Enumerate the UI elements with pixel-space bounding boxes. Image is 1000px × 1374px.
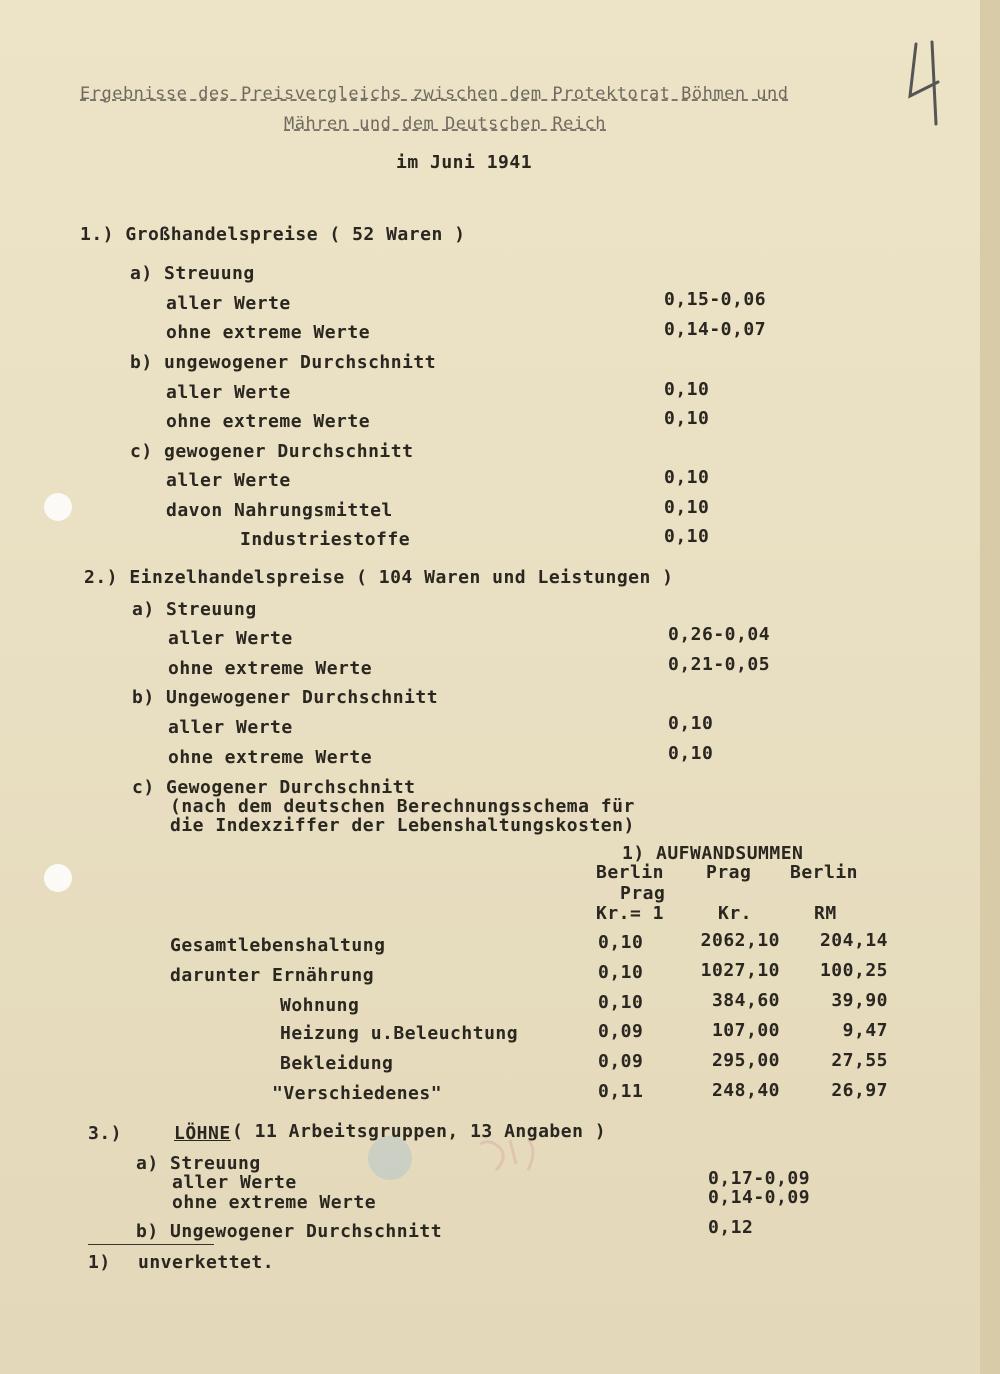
section2-c-note-2: die Indexziffer der Lebenshaltungskosten) xyxy=(170,815,635,836)
section2-b-all-label: aller Werte xyxy=(168,717,293,738)
table-row-berlin: 26,97 xyxy=(831,1080,888,1101)
section2-c-label: c) Gewogener Durchschnitt xyxy=(132,777,416,798)
section2-a-ext-value: 0,21-0,05 xyxy=(668,654,771,675)
table-super-header: 1) AUFWANDSUMMEN xyxy=(622,843,804,864)
table-row-label: Heizung u.Beleuchtung xyxy=(280,1023,519,1044)
section3-a-label: a) Streuung xyxy=(136,1153,261,1174)
footnote-text: unverkettet. xyxy=(138,1252,275,1273)
section2-b-all-value: 0,10 xyxy=(668,713,714,734)
table-row-ratio: 0,10 xyxy=(598,962,644,983)
table-row-ratio: 0,11 xyxy=(598,1081,644,1102)
punch-hole-lower xyxy=(44,864,72,892)
section1-c-all-label: aller Werte xyxy=(166,470,291,491)
section3-a-ext-label: ohne extreme Werte xyxy=(172,1192,377,1213)
section2-b-label: b) Ungewogener Durchschnitt xyxy=(132,687,439,708)
table-row-label: "Verschiedenes" xyxy=(272,1083,443,1104)
title-line-2: Mähren und dem Deutschen Reich xyxy=(284,114,607,134)
table-row-label: Wohnung xyxy=(280,995,360,1016)
table-row-ratio: 0,09 xyxy=(598,1021,644,1042)
table-row-prag: 295,00 xyxy=(711,1050,780,1071)
table-row-ratio: 0,10 xyxy=(598,992,644,1013)
section3-heading-rest: ( 11 Arbeitsgruppen, 13 Angaben ) xyxy=(232,1121,607,1142)
col2-header-line1: Prag xyxy=(706,862,752,883)
table-row-prag: 248,40 xyxy=(711,1080,780,1101)
section2-a-all-label: aller Werte xyxy=(168,628,293,649)
table-row-berlin: 9,47 xyxy=(842,1020,888,1041)
punch-hole-upper xyxy=(44,493,72,521)
section1-heading: 1.) Großhandelspreise ( 52 Waren ) xyxy=(80,224,466,245)
section1-a-ext-value: 0,14-0,07 xyxy=(664,319,767,340)
table-row-ratio: 0,09 xyxy=(598,1051,644,1072)
section1-c-label: c) gewogener Durchschnitt xyxy=(130,441,414,462)
section1-a-all-label: aller Werte xyxy=(166,293,291,314)
col3-header-line3: RM xyxy=(814,903,837,924)
section1-c-ind-label: Industriestoffe xyxy=(240,529,411,550)
table-row-label: darunter Ernährung xyxy=(170,965,375,986)
section1-a-all-value: 0,15-0,06 xyxy=(664,289,767,310)
section1-b-all-label: aller Werte xyxy=(166,382,291,403)
table-row-berlin: 27,55 xyxy=(831,1050,888,1071)
section3-b-label: b) Ungewogener Durchschnitt xyxy=(136,1221,443,1242)
col1-header-line1: Berlin xyxy=(596,862,665,883)
handwritten-page-number xyxy=(906,38,946,128)
date-subtitle: im Juni 1941 xyxy=(396,152,533,173)
table-row-prag: 384,60 xyxy=(711,990,780,1011)
section3-a-ext-value: 0,14-0,09 xyxy=(708,1187,811,1208)
section3-number: 3.) xyxy=(88,1123,123,1144)
col1-header-line2: Prag xyxy=(620,883,666,904)
section2-c-note-1: (nach dem deutschen Berechnungsschema für xyxy=(170,796,635,817)
section3-b-value: 0,12 xyxy=(708,1217,754,1238)
section2-b-ext-label: ohne extreme Werte xyxy=(168,747,373,768)
section1-b-ext-label: ohne extreme Werte xyxy=(166,411,371,432)
col1-header-line3: Kr.= 1 xyxy=(596,903,665,924)
section2-b-ext-value: 0,10 xyxy=(668,743,714,764)
section1-a-ext-label: ohne extreme Werte xyxy=(166,322,371,343)
table-row-ratio: 0,10 xyxy=(598,932,644,953)
table-row-berlin: 204,14 xyxy=(819,930,888,951)
section1-b-ext-value: 0,10 xyxy=(664,408,710,429)
section1-c-ind-value: 0,10 xyxy=(664,526,710,547)
section3-heading-underlined: LÖHNE xyxy=(174,1123,231,1144)
archive-stamp xyxy=(360,1130,560,1200)
section3-a-all-value: 0,17-0,09 xyxy=(708,1168,811,1189)
section1-c-food-label: davon Nahrungsmittel xyxy=(166,500,393,521)
table-row-prag: 1027,10 xyxy=(700,960,780,981)
table-row-prag: 2062,10 xyxy=(700,930,780,951)
section1-c-all-value: 0,10 xyxy=(664,467,710,488)
section3-a-all-label: aller Werte xyxy=(172,1172,297,1193)
section1-b-label: b) ungewogener Durchschnitt xyxy=(130,352,437,373)
col2-header-line3: Kr. xyxy=(718,903,753,924)
footnote-marker: 1) xyxy=(88,1252,111,1273)
section2-heading: 2.) Einzelhandelspreise ( 104 Waren und Leistungen ) xyxy=(84,567,674,588)
page-edge xyxy=(980,0,1000,1374)
section1-b-all-value: 0,10 xyxy=(664,379,710,400)
section2-a-ext-label: ohne extreme Werte xyxy=(168,658,373,679)
table-row-berlin: 39,90 xyxy=(831,990,888,1011)
section2-a-label: a) Streuung xyxy=(132,599,257,620)
section1-c-food-value: 0,10 xyxy=(664,497,710,518)
table-row-prag: 107,00 xyxy=(711,1020,780,1041)
table-row-label: Gesamtlebenshaltung xyxy=(170,935,386,956)
table-row-berlin: 100,25 xyxy=(819,960,888,981)
footnote-rule xyxy=(88,1244,214,1245)
table-row-label: Bekleidung xyxy=(280,1053,394,1074)
section2-a-all-value: 0,26-0,04 xyxy=(668,624,771,645)
title-line-1: Ergebnisse des Preisvergleichs zwischen dem Protektorat Böhmen und xyxy=(80,84,789,104)
col3-header-line1: Berlin xyxy=(790,862,859,883)
section1-a-label: a) Streuung xyxy=(130,263,255,284)
